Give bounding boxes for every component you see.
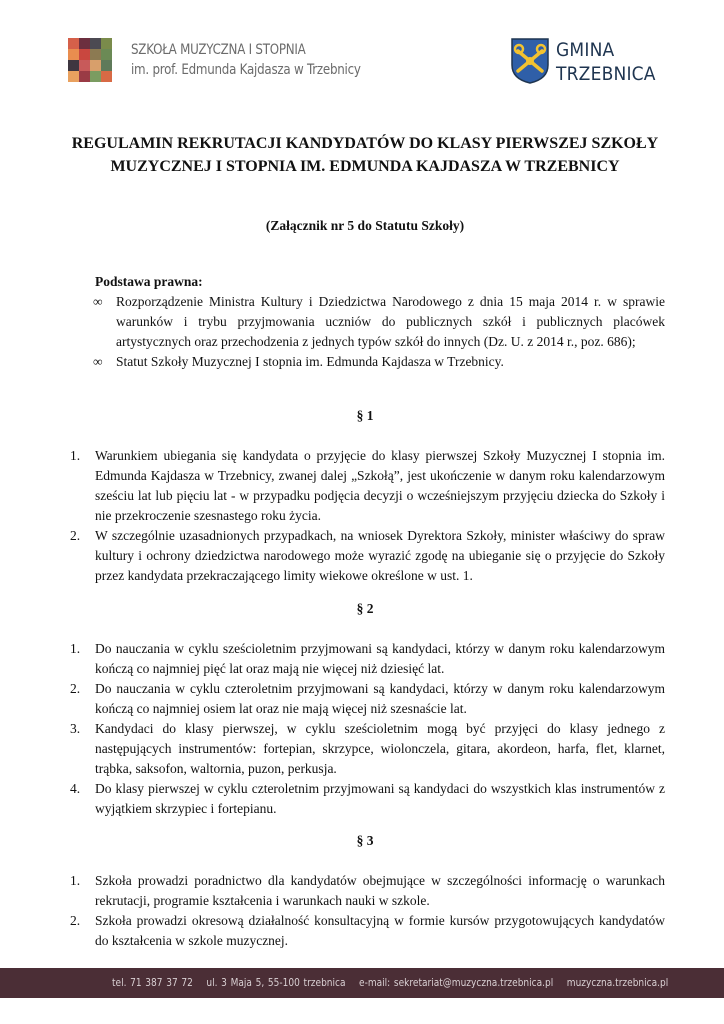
- logo-square: [79, 49, 90, 60]
- logo-square: [79, 60, 90, 71]
- legal-basis-text: Statut Szkoły Muzycznej I stopnia im. Edmunda Kajdasza w Trzebnicy.: [116, 354, 504, 369]
- section-2-list: [70, 639, 665, 819]
- item-number: 1.: [70, 873, 81, 888]
- list-item: [70, 446, 665, 526]
- document-title: REGULAMIN REKRUTACJI KANDYDATÓW DO KLASY PIERWSZEJ SZKOŁY MUZYCZNEJ I STOPNIA IM. EDMUNDA KAJDASZA W TRZEBNICY: [71, 135, 659, 175]
- infinity-bullet-icon: ∞: [93, 294, 103, 309]
- item-number: 1.: [70, 448, 81, 463]
- page-header: [0, 0, 724, 100]
- item-text: Szkoła prowadzi okresową działalność konsultacyjną w formie kursów przygotowujących kandydatów do kształcenia w szkole muzycznej.: [95, 913, 665, 948]
- section-1-list: [70, 446, 665, 586]
- item-text: Warunkiem ubiegania się kandydata o przyjęcie do klasy pierwszej Szkoły Muzycznej I stopnia im. Edmunda Kajdasza w Trzebnicy, zwanej dalej „Szkołą”, jest ukończenie w danym roku kalendarzowym sześciu lat lub pięciu lat - w przypadku podjęcia decyzji o wcześniejszym przyjęciu dziecka do Szkoły i nie przekroczenie szesnastego roku życia.: [95, 448, 665, 523]
- list-item: [70, 779, 665, 819]
- list-item: [70, 679, 665, 719]
- footer-phone: tel. 71 387 37 72: [112, 976, 193, 989]
- logo-square: [101, 71, 112, 82]
- item-text: Do klasy pierwszej w cyklu czteroletnim przyjmowani są kandydaci do wszystkich klas instrumentów z wyjątkiem skrzypiec i fortepianu.: [95, 781, 665, 816]
- legal-basis-item: [95, 352, 665, 372]
- list-item: [70, 911, 665, 951]
- item-number: 1.: [70, 641, 81, 656]
- school-name: [131, 40, 361, 80]
- infinity-bullet-icon: ∞: [93, 354, 103, 369]
- logo-square: [90, 38, 101, 49]
- footer-website[interactable]: muzyczna.trzebnica.pl: [566, 976, 669, 989]
- list-item: [70, 871, 665, 911]
- logo-square: [68, 60, 79, 71]
- item-text: Do nauczania w cyklu czteroletnim przyjmowani są kandydaci, którzy w danym roku kalendarzowym kończą co najmniej osiem lat oraz nie mają więcej niż szesnaście lat.: [95, 681, 665, 716]
- logo-square: [68, 71, 79, 82]
- legal-basis: [95, 272, 665, 372]
- item-number: 2.: [70, 528, 81, 543]
- item-number: 4.: [70, 781, 81, 796]
- item-text: Szkoła prowadzi poradnictwo dla kandydatów obejmujące w szczególności informację o warunkach rekrutacji, programie kształcenia i warunkach nauki w szkole.: [95, 873, 665, 908]
- item-number: 2.: [70, 681, 81, 696]
- item-text: Kandydaci do klasy pierwszej, w cyklu sześcioletnim mogą być przyjęci do klasy jednego z następujących instrumentów: fortepian, skrzypce, wiolonczela, gitara, akordeon, harfa, flet, klarnet, trąbka, saksofon, waltornia, puzon, perkusja.: [95, 721, 665, 776]
- page-footer: [0, 968, 724, 998]
- section-2-mark: § 2: [356, 601, 374, 616]
- item-number: 2.: [70, 913, 81, 928]
- item-text: Do nauczania w cyklu sześcioletnim przyjmowani są kandydaci, którzy w danym roku kalendarzowym kończą co najmniej pięć lat oraz mają nie więcej niż dziesięć lat.: [95, 641, 665, 676]
- item-text: W szczególnie uzasadnionych przypadkach, na wniosek Dyrektora Szkoły, minister właściwy do spraw kultury i ochrony dziedzictwa narodowego może wyrazić zgodę na ubieganie się o przyjęcie do Szkoły przez kandydata przekraczającego limity wiekowe określone w ust. 1.: [95, 528, 665, 583]
- logo-square: [101, 60, 112, 71]
- list-item: [70, 639, 665, 679]
- gmina-name-line1: GMINA: [556, 39, 615, 61]
- footer-address: ul. 3 Maja 5, 55-100 trzebnica: [206, 976, 346, 989]
- logo-square: [79, 71, 90, 82]
- list-item: [70, 526, 665, 586]
- gmina-crest-icon: [510, 37, 550, 85]
- school-name-line1: SZKOŁA MUZYCZNA I STOPNIA: [131, 42, 306, 58]
- section-3-mark: § 3: [356, 833, 374, 848]
- logo-square: [101, 38, 112, 49]
- gmina-name: [556, 38, 656, 86]
- legal-basis-text: Rozporządzenie Ministra Kultury i Dziedzictwa Narodowego z dnia 15 maja 2014 r. w sprawie warunków i trybu przyjmowania uczniów do publicznych szkół i publicznych placówek artystycznych oraz przechodzenia z jednych typów szkół do innych (Dz. U. z 2014 r., poz. 686);: [116, 294, 665, 349]
- footer-email[interactable]: e-mail: sekretariat@muzyczna.trzebnica.pl: [359, 976, 554, 989]
- legal-basis-heading: Podstawa prawna:: [95, 274, 203, 289]
- legal-basis-item: [95, 292, 665, 352]
- school-name-line2: im. prof. Edmunda Kajdasza w Trzebnicy: [131, 62, 361, 78]
- item-number: 3.: [70, 721, 81, 736]
- list-item: [70, 719, 665, 779]
- logo-square: [79, 38, 90, 49]
- logo-square: [90, 71, 101, 82]
- logo-square: [90, 60, 101, 71]
- gmina-name-line2: TRZEBNICA: [556, 63, 656, 85]
- logo-square: [90, 49, 101, 60]
- logo-square: [68, 38, 79, 49]
- school-logo: [68, 38, 112, 82]
- logo-square: [101, 49, 112, 60]
- logo-square: [68, 49, 79, 60]
- document-subtitle: (Załącznik nr 5 do Statutu Szkoły): [265, 218, 465, 233]
- section-3-list: [70, 871, 665, 951]
- section-1-mark: § 1: [356, 408, 374, 423]
